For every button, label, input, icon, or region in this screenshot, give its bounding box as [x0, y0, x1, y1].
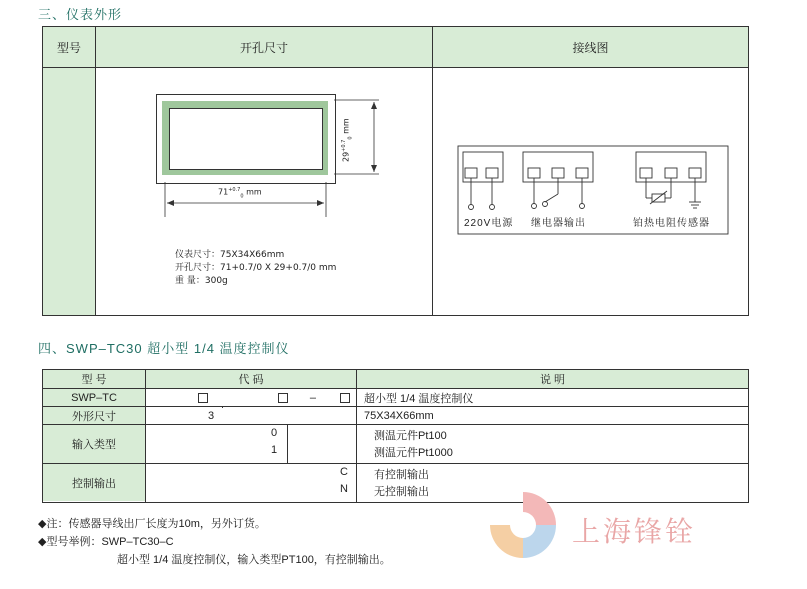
- row-swp-tc-code: –: [146, 389, 356, 406]
- header-wiring: 接线图: [433, 27, 748, 68]
- col-desc: 说 明: [357, 370, 748, 388]
- row-swp-tc-desc: 超小型 1/4 温度控制仪: [364, 392, 474, 405]
- note-sensor-wire: ◆注：传感器导线出厂长度为10m，另外订货。: [38, 518, 266, 530]
- row-input-desc-0: 测温元件Pt100: [374, 430, 447, 442]
- row-input-code-1: 1: [271, 444, 278, 456]
- note-model-example: ◆型号举例：SWP–TC30–C: [38, 536, 174, 548]
- width-dimension: $71^{+0.7}_0$ mm: [218, 187, 262, 200]
- spec-weight: 重 量：300g: [175, 276, 228, 286]
- col-model: 型 号: [43, 370, 145, 388]
- company-logo-icon: [486, 488, 560, 562]
- row-output-code-1: N: [340, 483, 348, 495]
- header-model: 型号: [43, 27, 95, 68]
- row-size-code: 3: [208, 409, 215, 422]
- row-output-desc-0: 有控制输出: [374, 469, 429, 481]
- sensor-label: 铂热电阻传感器: [633, 218, 710, 229]
- spec-cutout: 开孔尺寸：71+0.7/0 X 29+0.7/0 mm: [175, 263, 337, 273]
- row-output-desc-1: 无控制输出: [374, 486, 429, 498]
- appearance-table: [42, 26, 749, 316]
- power-label: 220V电源: [464, 218, 514, 229]
- spec-block: [175, 249, 336, 288]
- row-size-desc: 75X34X66mm: [364, 409, 434, 422]
- header-cutout: 开孔尺寸: [96, 27, 432, 68]
- row-input-label: 输入类型: [43, 425, 145, 463]
- row-input-desc-1: 测温元件Pt1000: [374, 447, 453, 459]
- section4-title: 四、SWP–TC30 超小型 1/4 温度控制仪: [38, 341, 290, 356]
- company-logo-text: 上海锋铨: [572, 515, 697, 548]
- row-size-label: 外形尺寸: [43, 407, 145, 424]
- col-code: 代 码: [146, 370, 356, 388]
- row-swp-tc-label: SWP–TC: [43, 389, 145, 406]
- relay-label: 继电器输出: [531, 218, 586, 229]
- section3-title: 三、仪表外形: [38, 7, 123, 22]
- height-dimension: $29^{+0.7}_0$ mm: [341, 118, 354, 162]
- model-code-table: [42, 369, 749, 503]
- row-output-label: 控制输出: [43, 464, 145, 501]
- row-output-code-0: C: [340, 466, 348, 478]
- spec-size: 仪表尺寸：75X34X66mm: [175, 250, 285, 260]
- row-input-code-0: 0: [271, 427, 278, 439]
- note-example-desc: 超小型 1/4 温度控制仪，输入类型PT100，有控制输出。: [117, 554, 391, 566]
